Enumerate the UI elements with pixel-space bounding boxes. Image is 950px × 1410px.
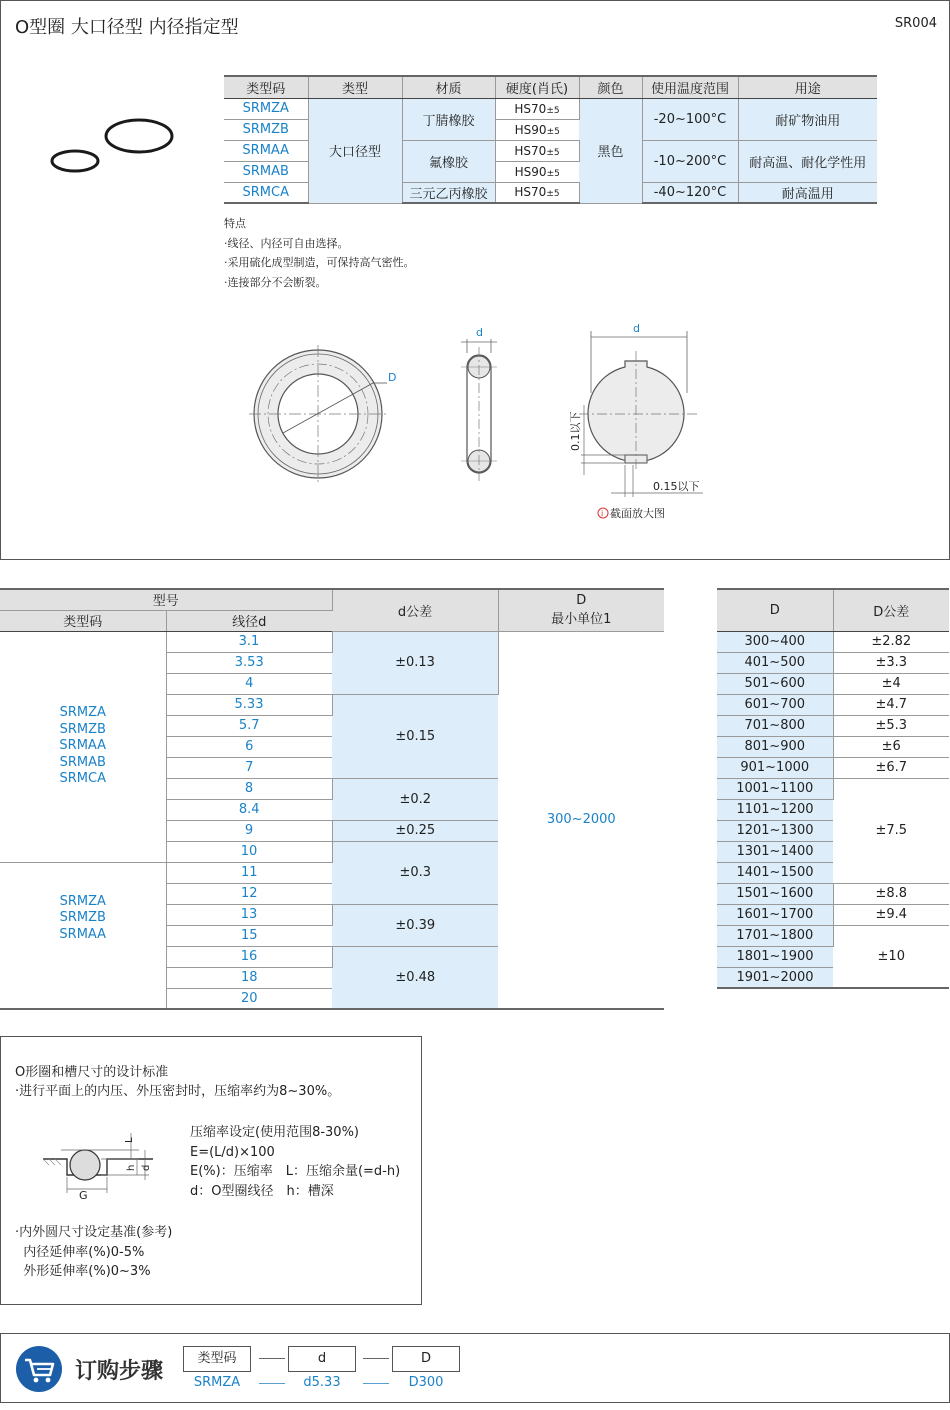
color-cell: 黑色 (579, 98, 642, 203)
material-cell: 丁腈橡胶 (402, 98, 495, 140)
page-title: O型圈 大口径型 内径指定型 (15, 17, 239, 38)
design-standard-panel (0, 1036, 422, 1305)
order-box-typecode: 类型码 (183, 1346, 251, 1372)
dtol-cell: ±0.13 (332, 631, 498, 694)
hardness-cell: HS70±5 (495, 98, 579, 119)
svg-text:i: i (601, 509, 604, 518)
D-range-cell: 1101~1200 (717, 799, 833, 820)
use-cell: 耐矿物油用 (738, 98, 877, 140)
col-hardness: 硬度(肖氏) (495, 76, 579, 98)
order-value-d: d5.33 (303, 1375, 341, 1390)
features-list (224, 214, 415, 292)
D-range-cell: 501~600 (717, 673, 833, 694)
order-value-D: D300 (408, 1375, 444, 1390)
order-separator (259, 1383, 285, 1384)
use-cell: 耐高温用 (738, 182, 877, 203)
wire-cell[interactable]: 20 (166, 988, 332, 1009)
elong-title: ·内外圆尺寸设定基准(参考) (15, 1225, 173, 1240)
D-tol-cell: ±5.3 (833, 715, 949, 736)
hardness-cell: HS70±5 (495, 140, 579, 161)
wire-cell[interactable]: 3.1 (166, 631, 332, 652)
dtol-cell: ±0.25 (332, 820, 498, 841)
features-title: 特点 (224, 217, 246, 230)
design-line: ·进行平面上的内压、外压密封时，压缩率约为8~30%。 (15, 1084, 341, 1099)
section-note: 截面放大图 (610, 507, 665, 520)
hardness-cell: HS90±5 (495, 119, 579, 140)
col-type: 类型 (308, 76, 402, 98)
product-panel (0, 0, 950, 560)
model-header: 型号 (0, 589, 332, 610)
D-tol-cell: ±4 (833, 673, 949, 694)
D-tol-cell: ±4.7 (833, 694, 949, 715)
typecode-link[interactable]: SRMCA (224, 182, 308, 203)
design-text (15, 1063, 340, 1101)
typecode-link[interactable]: SRMZB (224, 119, 308, 140)
order-box-D: D (392, 1346, 460, 1372)
D-range-cell: 1001~1100 (717, 778, 833, 799)
order-value-typecode: SRMZA (193, 1375, 241, 1390)
spec-table (224, 75, 877, 204)
wire-cell[interactable]: 4 (166, 673, 332, 694)
lbl-L: L (124, 1137, 135, 1143)
D-range-cell: 901~1000 (717, 757, 833, 778)
col-color: 颜色 (579, 76, 642, 98)
cross-section-view (569, 322, 703, 520)
dtol-cell: ±0.15 (332, 694, 498, 778)
temp-cell: -20~100°C (642, 98, 738, 140)
cart-icon (15, 1345, 63, 1393)
wire-cell[interactable]: 7 (166, 757, 332, 778)
D-tol-cell: ±6 (833, 736, 949, 757)
typecode-link[interactable]: SRMZA (224, 98, 308, 119)
technical-drawing (241, 321, 721, 526)
order-title: 订购步骤 (75, 1359, 164, 1384)
D-tol-cell: ±8.8 (833, 883, 949, 904)
elong-line: 外形延伸率(%)0~3% (15, 1264, 151, 1279)
material-cell: 氟橡胶 (402, 140, 495, 182)
elong-line: 内径延伸率(%)0-5% (15, 1244, 145, 1260)
design-title: O形圈和槽尺寸的设计标准 (15, 1065, 169, 1080)
lbl-G: G (79, 1189, 88, 1201)
dim-01-label: 0.1以下 (569, 411, 582, 451)
D-range-cell: 1901~2000 (717, 967, 833, 988)
size-table (0, 588, 664, 1010)
type-cell: 大口径型 (308, 98, 402, 203)
use-cell: 耐高温、耐化学性用 (738, 140, 877, 182)
wire-cell[interactable]: 16 (166, 946, 332, 967)
formula-line: E(%)：压缩率 L：压缩余量(=d-h) (190, 1164, 401, 1179)
product-code: SR004 (894, 16, 937, 31)
wire-cell[interactable]: 11 (166, 862, 332, 883)
col-material: 材质 (402, 76, 495, 98)
typecode-header: 类型码 (0, 610, 166, 631)
temp-cell: -40~120°C (642, 182, 738, 203)
lbl-d: d (141, 1164, 152, 1171)
wire-cell[interactable]: 8 (166, 778, 332, 799)
typecode-link[interactable]: SRMAA (224, 140, 308, 161)
dim-d-label: d (476, 326, 483, 339)
dim-015-label: 0.15以下 (653, 480, 700, 493)
wire-cell[interactable]: 6 (166, 736, 332, 757)
wire-cell[interactable]: 10 (166, 841, 332, 862)
o-ring-photo (45, 113, 185, 183)
wire-cell[interactable]: 5.7 (166, 715, 332, 736)
D-tol-cell: ±3.3 (833, 652, 949, 673)
o-ring-large (106, 120, 172, 152)
order-panel (0, 1333, 950, 1403)
col-use: 用途 (738, 76, 877, 98)
D-range-cell: 801~900 (717, 736, 833, 757)
material-cell: 三元乙丙橡胶 (402, 182, 495, 203)
dtol-header: d公差 (332, 589, 498, 631)
groove-diagram (39, 1125, 163, 1201)
D-header: D 最小单位1 (498, 589, 664, 631)
formula-line: 压缩率设定(使用范围8-30%) (190, 1125, 360, 1140)
feature-item: ·采用硫化成型制造，可保持高气密性。 (224, 256, 415, 269)
formula-block (190, 1123, 400, 1201)
order-separator (363, 1358, 389, 1359)
D-range-cell: 401~500 (717, 652, 833, 673)
lbl-h: h (126, 1164, 137, 1171)
col-typecode: 类型码 (224, 76, 308, 98)
D-tolerance-table (717, 588, 949, 989)
ring-side-view (461, 326, 497, 481)
D-range-cell: 1301~1400 (717, 841, 833, 862)
D-tol-cell: ±2.82 (833, 631, 949, 652)
wire-cell[interactable]: 5.33 (166, 694, 332, 715)
ring-front-view (249, 345, 396, 483)
dtol-cell: ±0.48 (332, 946, 498, 1009)
wire-cell[interactable]: 12 (166, 883, 332, 904)
D-header: D (717, 589, 833, 631)
D-range-cell: 300~2000 (498, 631, 664, 1009)
D-range-cell: 1801~1900 (717, 946, 833, 967)
typecode-group-2: SRMZA SRMZB SRMAA (0, 862, 166, 1009)
o-ring-small (52, 151, 98, 171)
dim-D-label: D (388, 371, 397, 384)
wire-header: 线径d (166, 610, 332, 631)
wire-cell[interactable]: 18 (166, 967, 332, 988)
dtol-cell: ±0.39 (332, 904, 498, 946)
elongation-block (15, 1223, 172, 1282)
order-separator (259, 1358, 285, 1359)
D-tol-cell: ±10 (833, 925, 949, 988)
D-tol-cell: ±7.5 (833, 778, 949, 883)
feature-item: ·连接部分不会断裂。 (224, 275, 327, 289)
D-tol-header: D公差 (833, 589, 949, 631)
wire-cell[interactable]: 13 (166, 904, 332, 925)
formula-line: E=(L/d)×100 (190, 1144, 275, 1160)
hardness-cell: HS90±5 (495, 161, 579, 182)
D-range-cell: 300~400 (717, 631, 833, 652)
D-range-cell: 701~800 (717, 715, 833, 736)
order-box-d: d (288, 1346, 356, 1372)
temp-cell: -10~200°C (642, 140, 738, 182)
formula-line: d：O型圈线径 h：槽深 (190, 1183, 334, 1199)
wire-cell[interactable]: 15 (166, 925, 332, 946)
D-range-cell: 1201~1300 (717, 820, 833, 841)
dim-d2-label: d (633, 322, 640, 335)
D-range-cell: 601~700 (717, 694, 833, 715)
D-range-cell: 1501~1600 (717, 883, 833, 904)
order-separator (363, 1383, 389, 1384)
wire-cell[interactable]: 3.53 (166, 652, 332, 673)
D-range-cell: 1401~1500 (717, 862, 833, 883)
wire-cell[interactable]: 9 (166, 820, 332, 841)
D-range-cell: 1601~1700 (717, 904, 833, 925)
hardness-cell: HS70±5 (495, 182, 579, 203)
typecode-group-1: SRMZA SRMZB SRMAA SRMAB SRMCA (0, 631, 166, 862)
D-tol-cell: ±9.4 (833, 904, 949, 925)
feature-item: ·线径、内径可自由选择。 (224, 236, 349, 250)
col-temp: 使用温度范围 (642, 76, 738, 98)
dtol-cell: ±0.2 (332, 778, 498, 820)
D-range-cell: 1701~1800 (717, 925, 833, 946)
typecode-link[interactable]: SRMAB (224, 161, 308, 182)
wire-cell[interactable]: 8.4 (166, 799, 332, 820)
table-row (224, 98, 877, 119)
dtol-cell: ±0.3 (332, 841, 498, 904)
D-tol-cell: ±6.7 (833, 757, 949, 778)
